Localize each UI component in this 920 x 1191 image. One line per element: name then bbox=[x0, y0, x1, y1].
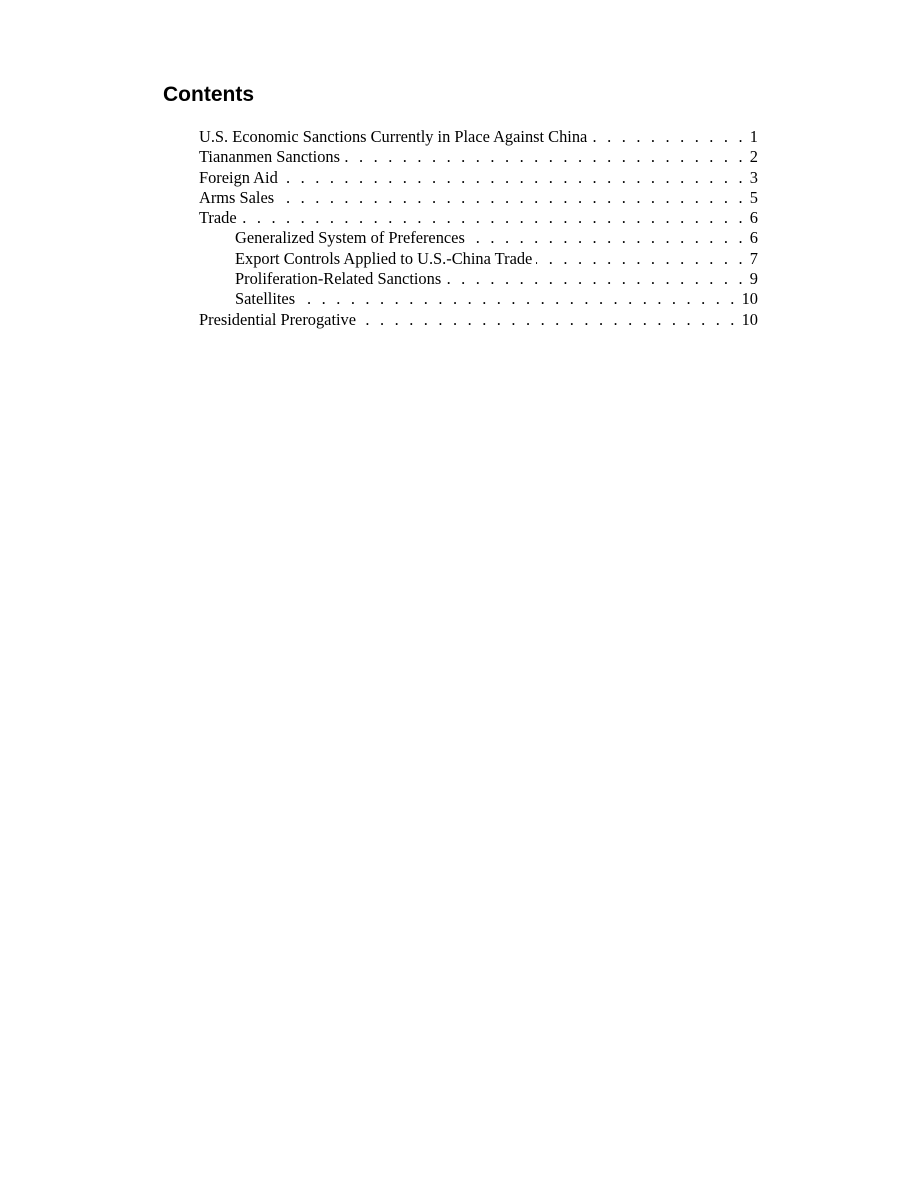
toc-dot-leader bbox=[591, 127, 745, 147]
toc-entry-title: Generalized System of Preferences bbox=[235, 228, 465, 248]
toc-page-number: 10 bbox=[741, 309, 758, 329]
toc-entry-title: U.S. Economic Sanctions Currently in Place Against China bbox=[199, 127, 588, 146]
toc-entry-title: Export Controls Applied to U.S.-China Trade bbox=[235, 248, 533, 268]
toc-page-number: 6 bbox=[749, 228, 758, 248]
toc-dot-leader bbox=[469, 228, 746, 248]
toc-dot-leader bbox=[241, 208, 746, 228]
toc-entry-satellites[interactable] bbox=[199, 289, 758, 309]
toc-dot-leader bbox=[536, 249, 745, 269]
toc-entry-title: Arms Sales bbox=[199, 187, 275, 207]
toc-entry-title: Satellites bbox=[235, 289, 296, 309]
toc-dot-leader bbox=[299, 289, 738, 309]
toc-page-number: 7 bbox=[749, 248, 758, 268]
toc-entry-title: Proliferation-Related Sanctions bbox=[235, 269, 442, 289]
toc-entry-export-controls[interactable] bbox=[199, 249, 758, 269]
toc-dot-leader bbox=[282, 168, 746, 188]
toc-entry-title: Trade bbox=[199, 208, 237, 228]
toc-entry-title: Presidential Prerogative bbox=[199, 309, 357, 329]
table-of-contents bbox=[199, 127, 758, 330]
toc-dot-leader bbox=[360, 310, 738, 330]
toc-entry-arms-sales[interactable] bbox=[199, 188, 758, 208]
toc-dot-leader bbox=[344, 147, 746, 167]
toc-dot-leader bbox=[278, 188, 746, 208]
toc-entry-presidential-prerogative[interactable] bbox=[199, 310, 758, 330]
toc-entry-foreign-aid[interactable] bbox=[199, 168, 758, 188]
page-title: Contents bbox=[163, 83, 254, 106]
toc-entry-proliferation-sanctions[interactable] bbox=[199, 269, 758, 289]
toc-entry-trade[interactable] bbox=[199, 208, 758, 228]
toc-page-number: 5 bbox=[749, 187, 758, 207]
toc-entry-title: Tiananmen Sanctions bbox=[199, 147, 340, 167]
toc-page-number: 2 bbox=[749, 147, 758, 167]
toc-dot-leader bbox=[445, 269, 746, 289]
toc-page-number: 9 bbox=[749, 269, 758, 289]
toc-page-number: 1 bbox=[749, 127, 758, 146]
toc-page-number: 3 bbox=[749, 167, 758, 187]
toc-entry-title: Foreign Aid bbox=[199, 167, 278, 187]
toc-entry-tiananmen-sanctions[interactable] bbox=[199, 147, 758, 167]
toc-entry-economic-sanctions[interactable] bbox=[199, 127, 758, 147]
toc-page-number: 6 bbox=[749, 208, 758, 228]
toc-page-number: 10 bbox=[741, 289, 758, 309]
toc-entry-generalized-system-of-preferences[interactable] bbox=[199, 228, 758, 248]
